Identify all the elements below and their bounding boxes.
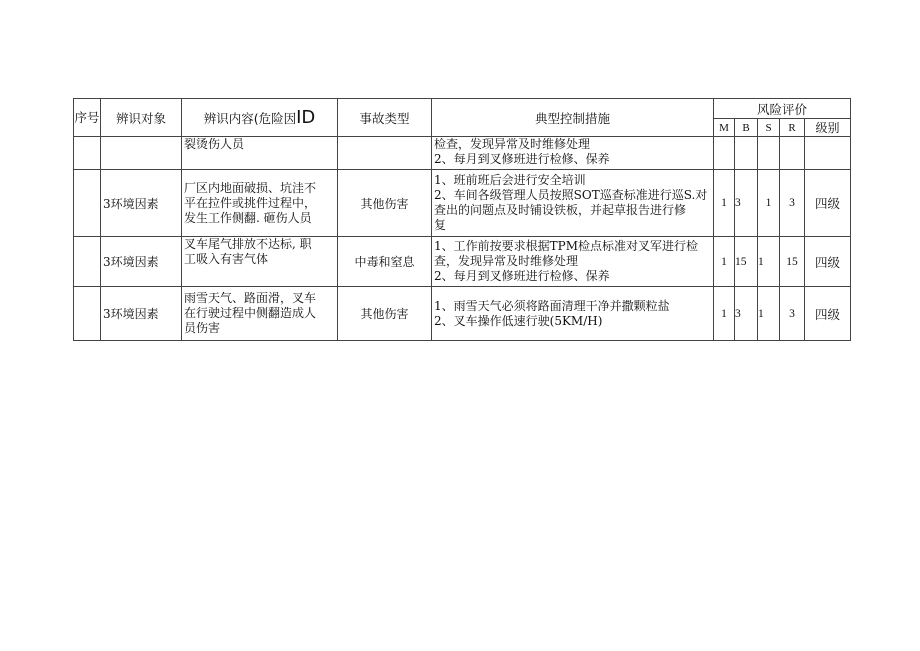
cell-object — [101, 137, 182, 170]
header-accident: 事故类型 — [338, 99, 432, 137]
cell-m: 1 — [714, 237, 735, 287]
table-row — [74, 170, 851, 237]
cell-b: 3 — [735, 170, 758, 237]
measure-line: 1、工作前按要求根据TPM检点标准对叉军进行检 — [434, 239, 699, 253]
header-row — [74, 99, 851, 119]
cell-r: 3 — [780, 170, 805, 237]
header-object: 辨识对象 — [101, 99, 182, 137]
cell-content — [182, 237, 338, 287]
cell-level: 四级 — [805, 237, 851, 287]
cell-measures — [432, 170, 714, 237]
cell-measures — [432, 237, 714, 287]
cell-level — [805, 137, 851, 170]
header-content-suffix: ID — [296, 107, 316, 128]
measure-line: 2、叉车操作低速行驶(5KM/H) — [434, 313, 603, 328]
header-content — [182, 99, 338, 137]
header-s: S — [758, 119, 780, 137]
content-line: 雨雪天气、路面滑，叉车 — [184, 291, 317, 305]
cell-s — [758, 137, 780, 170]
content-line: 平在拉件或挑件过程中， — [184, 195, 317, 210]
risk-assessment-table — [73, 98, 851, 341]
measure-line: 1、雨雪天气必须将路面清理干净并撒颗粒盐 — [434, 298, 670, 313]
cell-accident — [338, 137, 432, 170]
measure-line: 2、车间各级管理人员按照SOT巡查标准进行巡S.对 — [434, 188, 708, 202]
cell-m: 1 — [714, 170, 735, 237]
cell-object: 3环境因素 — [101, 287, 182, 341]
table-row — [74, 137, 851, 170]
cell-content — [182, 137, 338, 170]
content-line: 员伤害 — [184, 321, 221, 335]
content-line: 裂烫伤人员 — [184, 137, 245, 151]
cell-s: 1 — [758, 170, 780, 237]
cell-accident: 其他伤害 — [338, 287, 432, 341]
cell-s: 1 — [758, 237, 780, 287]
cell-measures — [432, 287, 714, 341]
header-measures: 典型控制措施 — [432, 99, 714, 137]
content-line: 在行驶过程中侧翻造成人 — [184, 306, 317, 320]
header-m: M — [714, 119, 735, 137]
cell-level: 四级 — [805, 170, 851, 237]
cell-b — [735, 137, 758, 170]
header-seq: 序号 — [74, 99, 101, 137]
cell-content — [182, 287, 338, 341]
cell-seq — [74, 287, 101, 341]
header-r: R — [780, 119, 805, 137]
header-level: 级别 — [805, 119, 851, 137]
cell-b: 15 — [735, 237, 758, 287]
header-risk-eval: 风险评价 — [714, 99, 851, 119]
cell-measures — [432, 137, 714, 170]
measure-line: 检查，发现异常及时维修处理 — [434, 137, 591, 151]
cell-m — [714, 137, 735, 170]
measure-line: 1、班前班后会进行安全培训 — [434, 173, 586, 187]
content-line: 工吸入有害气体 — [184, 252, 269, 266]
cell-level: 四级 — [805, 287, 851, 341]
header-b: B — [735, 119, 758, 137]
content-line: 发生工作侧翻. 砸伤人员 — [184, 210, 312, 225]
measure-line: 2、每月到叉修班进行检修、保养 — [434, 152, 610, 166]
measure-line: 查出的问题点及时铺设铁板，并起草报告进行修 — [434, 203, 687, 217]
cell-s: 1 — [758, 287, 780, 341]
cell-accident: 中毒和窒息 — [338, 237, 432, 287]
cell-seq — [74, 237, 101, 287]
cell-seq — [74, 137, 101, 170]
cell-seq — [74, 170, 101, 237]
cell-content — [182, 170, 338, 237]
content-line: 叉车尾气排放不达标, 职 — [184, 237, 312, 251]
cell-object: 3环境因素 — [101, 170, 182, 237]
cell-r: 3 — [780, 287, 805, 341]
header-content-prefix: 辨识内容(危险因 — [203, 111, 297, 126]
table-row — [74, 237, 851, 287]
measure-line: 2、每月到叉修班进行检修、保养 — [434, 269, 610, 283]
cell-m: 1 — [714, 287, 735, 341]
cell-r — [780, 137, 805, 170]
cell-b: 3 — [735, 287, 758, 341]
measure-line: 复 — [434, 218, 447, 232]
content-line: 厂区内地面破损、坑洼不 — [184, 180, 317, 195]
table-row — [74, 287, 851, 341]
measure-line: 查，发现异常及时维修处理 — [434, 254, 579, 268]
cell-r: 15 — [780, 237, 805, 287]
cell-object: 3环境因素 — [101, 237, 182, 287]
cell-accident: 其他伤害 — [338, 170, 432, 237]
